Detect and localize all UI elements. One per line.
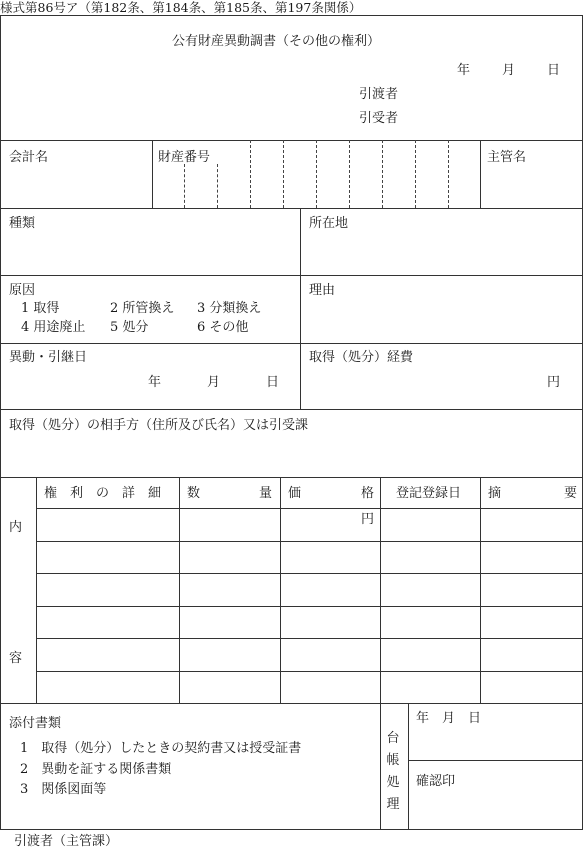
cause-option-acquire: 1 取得 [21, 301, 60, 316]
property-number-label: 財産番号 [158, 150, 211, 165]
account-name-label: 会計名 [9, 150, 49, 165]
date-day: 日 [547, 63, 561, 78]
transfer-year: 年 [148, 375, 162, 390]
content-side-bottom: 容 [9, 651, 23, 666]
attachments-label: 添付書類 [9, 716, 62, 731]
ledger-seal-label: 確認印 [416, 774, 456, 789]
price-yen: 円 [361, 512, 375, 527]
cause-option-other: 6 その他 [197, 320, 249, 335]
attachment-item: 3 関係図面等 [20, 782, 107, 797]
receiver-label: 引受者 [359, 111, 399, 126]
cause-option-disposal: 5 処分 [110, 320, 149, 335]
header-quantity-a: 数 [187, 486, 201, 501]
managing-dept-label: 主管名 [487, 150, 527, 165]
footer-transferor: 引渡者（主管課） [14, 834, 119, 849]
location-label: 所在地 [309, 216, 349, 231]
form-number: 様式第86号ア（第182条、第184条、第185条、第197条関係） [0, 0, 362, 15]
transfer-day: 日 [266, 375, 280, 390]
date-year: 年 [457, 63, 471, 78]
cost-yen: 円 [547, 375, 561, 390]
transfer-date-label: 異動・引継日 [9, 350, 88, 365]
header-price-b: 格 [361, 486, 375, 501]
cause-option-use-abolition: 4 用途廃止 [21, 320, 86, 335]
attachment-item: 1 取得（処分）したときの契約書又は授受証書 [20, 741, 302, 756]
header-registration-date: 登記登録日 [396, 486, 462, 501]
reason-label: 理由 [309, 283, 336, 298]
content-side-top: 内 [9, 520, 23, 535]
header-remarks-a: 摘 [488, 486, 502, 501]
header-quantity-b: 量 [259, 486, 273, 501]
header-remarks-b: 要 [564, 486, 578, 501]
date-month: 月 [502, 63, 516, 78]
cause-label: 原因 [9, 283, 36, 298]
counterparty-label: 取得（処分）の相手方（住所及び氏名）又は引受課 [9, 418, 309, 433]
ledger-date: 年 月 日 [416, 711, 482, 726]
header-price-a: 価 [288, 486, 302, 501]
form-title: 公有財産異動調書（その他の権利） [172, 34, 381, 49]
transfer-month: 月 [207, 375, 221, 390]
type-label: 種類 [9, 216, 36, 231]
header-right-detail: 権 利 の 詳 細 [44, 486, 162, 501]
ledger-processing-label: 台帳処理 [386, 731, 400, 812]
cause-option-jurisdiction-change: 2 所管換え [110, 301, 175, 316]
attachment-item: 2 異動を証する関係書類 [20, 762, 172, 777]
transferor-label: 引渡者 [359, 87, 399, 102]
cost-label: 取得（処分）経費 [309, 350, 414, 365]
cause-option-classification-change: 3 分類換え [197, 301, 262, 316]
